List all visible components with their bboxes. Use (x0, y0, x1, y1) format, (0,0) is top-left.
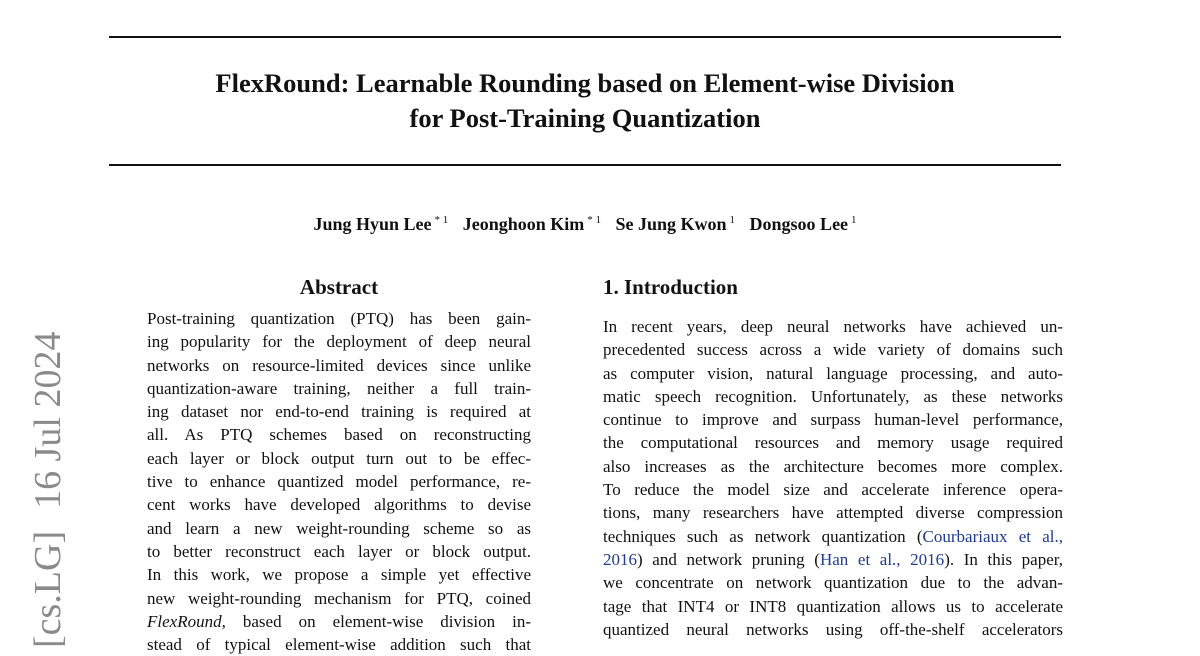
author-affiliation-mark: * 1 (434, 214, 449, 226)
citation-link-courbariaux-year[interactable]: 2016 (603, 549, 637, 569)
intro-text: ). In this paper, (944, 549, 1064, 569)
abstract-line: stead of typical element-wise addition such that (147, 635, 531, 655)
intro-line: the computational resources and memory usage required (603, 433, 1063, 453)
intro-line: tage that INT4 or INT8 quantization allows us to accelerate (603, 596, 1063, 616)
author-affiliation-mark: 1 (851, 214, 857, 226)
intro-text: ) and network pruning ( (637, 549, 820, 569)
abstract-line: tive to enhance quantized model performance, re- (147, 472, 531, 492)
abstract-line: In this work, we propose a simple yet effective (147, 565, 531, 585)
intro-line: we concentrate on network quantization due to the advan- (603, 573, 1063, 593)
abstract-line: ing dataset nor end-to-end training is required at (147, 402, 531, 422)
intro-text: techniques such as network quantization ( (603, 526, 923, 546)
intro-line: In recent years, deep neural networks have achieved un- (603, 317, 1063, 336)
abstract-line: networks on resource-limited devices since unlike (147, 355, 531, 375)
abstract-line-flexround (147, 610, 531, 633)
abstract-line: all. As PTQ schemes based on reconstructing (147, 425, 531, 445)
intro-line: also increases as the architecture becomes more complex. (603, 456, 1063, 476)
author-name: Jeonghoon Kim (462, 214, 585, 234)
intro-line: matic speech recognition. Unfortunately, as these networks (603, 386, 1063, 406)
abstract-line: ing popularity for the deployment of deep neural (147, 332, 531, 352)
arxiv-side-stamp (26, 332, 70, 648)
intro-line-citation (603, 525, 1063, 548)
flexround-term: FlexRound (147, 611, 222, 631)
author-name: Se Jung Kwon (615, 214, 727, 234)
intro-line: To reduce the model size and accelerate inference opera- (603, 480, 1063, 500)
paper-title (109, 66, 1061, 136)
abstract-line: quantization-aware training, neither a full train- (147, 378, 531, 398)
abstract-line: Post-training quantization (PTQ) has been gain- (147, 309, 531, 328)
paper-title-line-1: FlexRound: Learnable Rounding based on Element-wise Division (215, 68, 955, 98)
author-affiliation-mark: 1 (729, 214, 736, 226)
introduction-heading: 1. Introduction (603, 275, 738, 299)
author-3 (616, 214, 736, 234)
intro-line: tions, many researchers have attempted diverse compression (603, 503, 1063, 523)
abstract-line: new weight-rounding mechanism for PTQ, coined (147, 588, 531, 608)
paper-title-line-2: for Post-Training Quantization (409, 103, 761, 133)
citation-link-han[interactable]: Han et al., 2016 (819, 549, 945, 569)
abstract-line: and learn a new weight-rounding scheme so as (147, 518, 531, 538)
author-affiliation-mark: * 1 (587, 214, 601, 226)
author-name: Jung Hyun Lee (313, 214, 432, 234)
abstract-line: cent works have developed algorithms to devise (147, 495, 531, 515)
arxiv-date: 16 Jul 2024 (27, 331, 69, 509)
abstract-line-rest: , based on element-wise division in- (221, 611, 531, 631)
intro-line: precedented success across a wide variety of domains such (603, 340, 1063, 360)
abstract-heading: Abstract (299, 275, 379, 299)
abstract-line: each layer or block output turn out to be effec- (147, 448, 531, 468)
author-name: Dongsoo Lee (749, 214, 849, 234)
intro-line: as computer vision, natural language processing, and auto- (603, 363, 1063, 383)
author-2 (463, 214, 601, 234)
author-4 (750, 214, 857, 234)
abstract-line: to better reconstruct each layer or block output. (147, 541, 531, 561)
author-1 (313, 214, 448, 234)
intro-line-citation (603, 548, 1063, 571)
author-list (109, 208, 1061, 236)
abstract-body (147, 307, 531, 656)
introduction-body (603, 315, 1063, 641)
title-bottom-rule (109, 164, 1061, 166)
arxiv-category: [cs.LG] (27, 530, 69, 648)
title-top-rule (109, 36, 1061, 38)
citation-link-courbariaux[interactable]: Courbariaux et al., (922, 526, 1064, 546)
intro-line: continue to improve and surpass human-level performance, (603, 410, 1063, 430)
intro-line: quantized neural networks using off-the-shelf accelerators (603, 619, 1063, 639)
